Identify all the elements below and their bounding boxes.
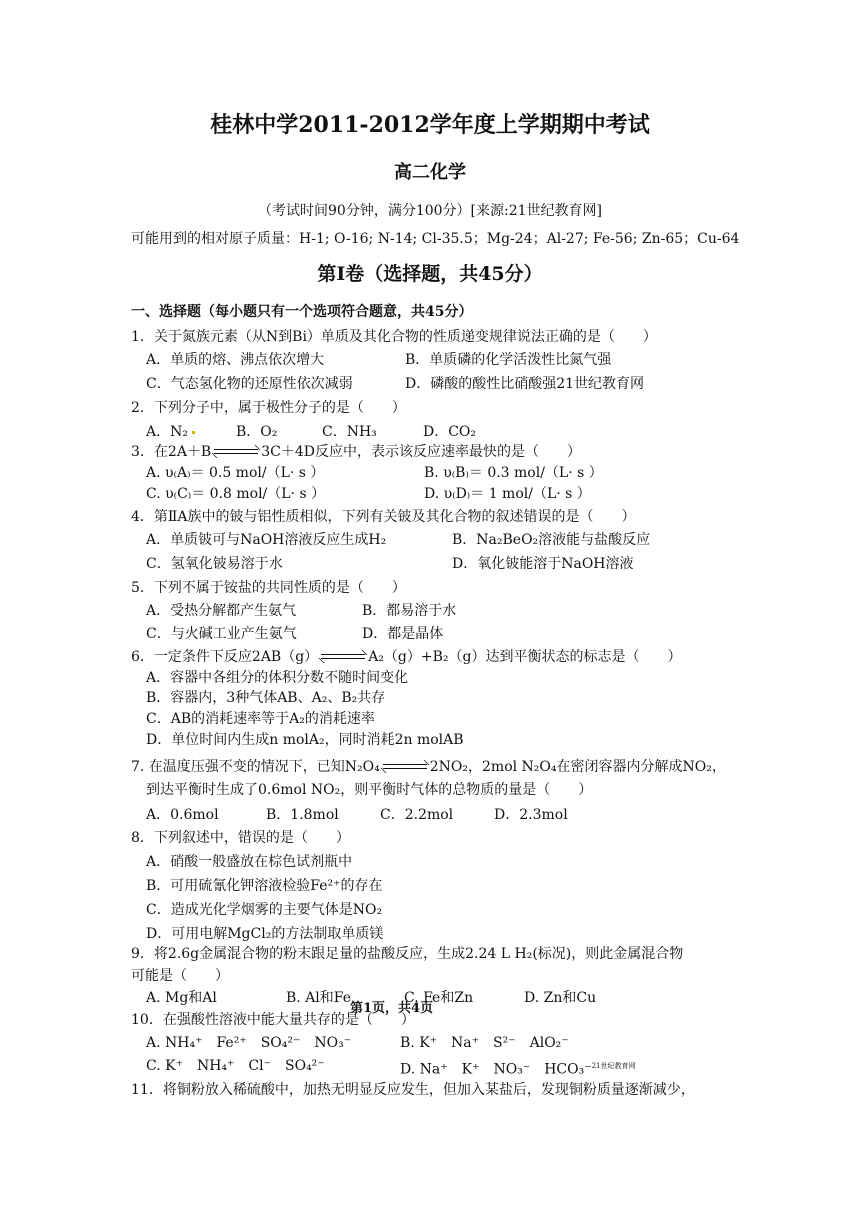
q1-option-d: D．磷酸的酸性比硝酸强21世纪教育网 (405, 376, 645, 392)
q9-option-a: A. Mg和Al (146, 990, 217, 1006)
q4-option-c: C．氢氧化铍易溶于水 (146, 556, 283, 572)
q3-option-b: B. υ₍B₎＝ 0.3 mol/（L· s ） (424, 465, 603, 481)
q8-option-c: C．造成光化学烟雾的主要气体是NO₂ (146, 902, 383, 918)
q6-option-d: D．单位时间内生成n molA₂，同时消耗2n molAB (146, 732, 464, 748)
q10-option-a: A. NH₄⁺ Fe²⁺ SO₄²⁻ NO₃⁻ (146, 1035, 352, 1051)
question-9-line-2: 可能是（ ） (131, 968, 229, 984)
section-title: 第I卷（选择题，共45分） (317, 263, 543, 285)
q1-option-b: B．单质磷的化学活泼性比氮气强 (405, 352, 612, 368)
question-7: 7. 在温度压强不变的情况下，已知N₂O₄ 2NO₂，2mol N₂O₄在密闭容器内分解成NO₂， (131, 759, 726, 775)
watermark-text: 21世纪教育网 (591, 1062, 636, 1070)
question-6: 6．一定条件下反应2AB（g） A₂（g）+B₂（g）达到平衡状态的标志是（ ） (131, 649, 682, 665)
q2-option-d: D．CO₂ (423, 424, 477, 440)
q1-option-c: C．气态氢化物的还原性依次减弱 (146, 376, 353, 392)
page-title: 桂林中学2011-2012学年度上学期期中考试 (210, 112, 650, 138)
q9-option-d: D. Zn和Cu (524, 990, 597, 1006)
q8-option-b: B．可用硫氰化钾溶液检验Fe²⁺的存在 (146, 878, 383, 894)
q8-option-a: A．硝酸一般盛放在棕色试剂瓶中 (146, 854, 353, 870)
q6-option-c: C．AB的消耗速率等于A₂的消耗速率 (146, 711, 375, 727)
question-2: 2．下列分子中，属于极性分子的是（ ） (131, 400, 406, 416)
equilibrium-arrow-icon (321, 650, 365, 664)
equilibrium-arrow-icon (383, 760, 427, 774)
q2-option-c: C．NH₃ (322, 424, 377, 440)
q8-option-d: D．可用电解MgCl₂的方法制取单质镁 (146, 926, 384, 942)
marker-dot (192, 431, 195, 434)
question-3: 3．在2A＋B 3C＋4D反应中，表示该反应速率最快的是（ ） (131, 444, 581, 460)
q1-option-a: A．单质的熔、沸点依次增大 (146, 352, 325, 368)
q9-option-b: B. Al和Fe (286, 990, 352, 1006)
q4-option-d: D．氧化铍能溶于NaOH溶液 (452, 556, 634, 572)
exam-info: （考试时间90分钟，满分100分）[来源:21世纪教育网] (258, 203, 602, 219)
subject-title: 高二化学 (394, 162, 466, 183)
q10-option-b: B. K⁺ Na⁺ S²⁻ AlO₂⁻ (400, 1035, 569, 1051)
q3-option-c: C. υ₍C₎＝ 0.8 mol/（L· s ） (146, 486, 326, 502)
q6-option-b: B．容器内，3种气体AB、A₂、B₂共存 (146, 690, 386, 706)
q10-option-c: C. K⁺ NH₄⁺ Cl⁻ SO₄²⁻ (146, 1058, 325, 1074)
equilibrium-arrow-icon (214, 445, 258, 459)
q7-option-c: C．2.2mol (380, 807, 454, 823)
q10-option-d: D. Na⁺ K⁺ NO₃⁻ HCO₃⁻$^{21世纪教育网}$ (400, 1061, 636, 1078)
question-9: 9．将2.6g金属混合物的粉末跟足量的盐酸反应，生成2.24 L H₂(标况)，则此金属混合物 (131, 946, 684, 962)
q4-option-a: A．单质铍可与NaOH溶液反应生成H₂ (146, 532, 387, 548)
q7-option-b: B．1.8mol (266, 807, 339, 823)
question-5: 5．下列不属于铵盐的共同性质的是（ ） (131, 580, 406, 596)
atomic-masses: 可能用到的相对原子质量：H-1; O-16; N-14; Cl-35.5；Mg-24；Al-27; Fe-56; Zn-65；Cu-64 (131, 231, 740, 247)
question-4: 4．第ⅡA族中的铍与铝性质相似，下列有关铍及其化合物的叙述错误的是（ ） (131, 509, 636, 525)
section-instructions: 一、选择题（每小题只有一个选项符合题意，共45分） (131, 304, 473, 320)
page-footer: 第1页，共4页 (350, 1001, 434, 1016)
q3-option-a: A. υ₍A₎＝ 0.5 mol/（L· s ） (146, 465, 325, 481)
q5-option-b: B．都易溶于水 (362, 603, 457, 619)
question-1: 1．关于氮族元素（从N到Bi）单质及其化合物的性质递变规律说法正确的是（ ） (131, 329, 657, 345)
q4-option-b: B．Na₂BeO₂溶液能与盐酸反应 (452, 532, 651, 548)
q7-option-a: A．0.6mol (146, 807, 219, 823)
q6-option-a: A．容器中各组分的体积分数不随时间变化 (146, 670, 409, 686)
q2-option-b: B．O₂ (236, 424, 278, 440)
q5-option-a: A．受热分解都产生氨气 (146, 603, 297, 619)
q3-option-d: D. υ₍D₎＝ 1 mol/（L· s ） (424, 486, 591, 502)
question-8: 8．下列叙述中，错误的是（ ） (131, 830, 350, 846)
question-11: 11．将铜粉放入稀硫酸中，加热无明显反应发生，但加入某盐后，发现铜粉质量逐渐减少， (131, 1082, 695, 1098)
q5-option-c: C．与火碱工业产生氨气 (146, 626, 297, 642)
q7-option-d: D．2.3mol (494, 807, 568, 823)
question-10: 10．在强酸性溶液中能大量共存的是（ ） (131, 1012, 415, 1028)
q5-option-d: D．都是晶体 (362, 626, 444, 642)
q9-option-c: C. Fe和Zn (404, 990, 474, 1006)
q2-option-a: A．N₂ (146, 422, 195, 442)
question-7-line-2: 到达平衡时生成了0.6mol NO₂，则平衡时气体的总物质的量是（ ） (146, 782, 593, 798)
